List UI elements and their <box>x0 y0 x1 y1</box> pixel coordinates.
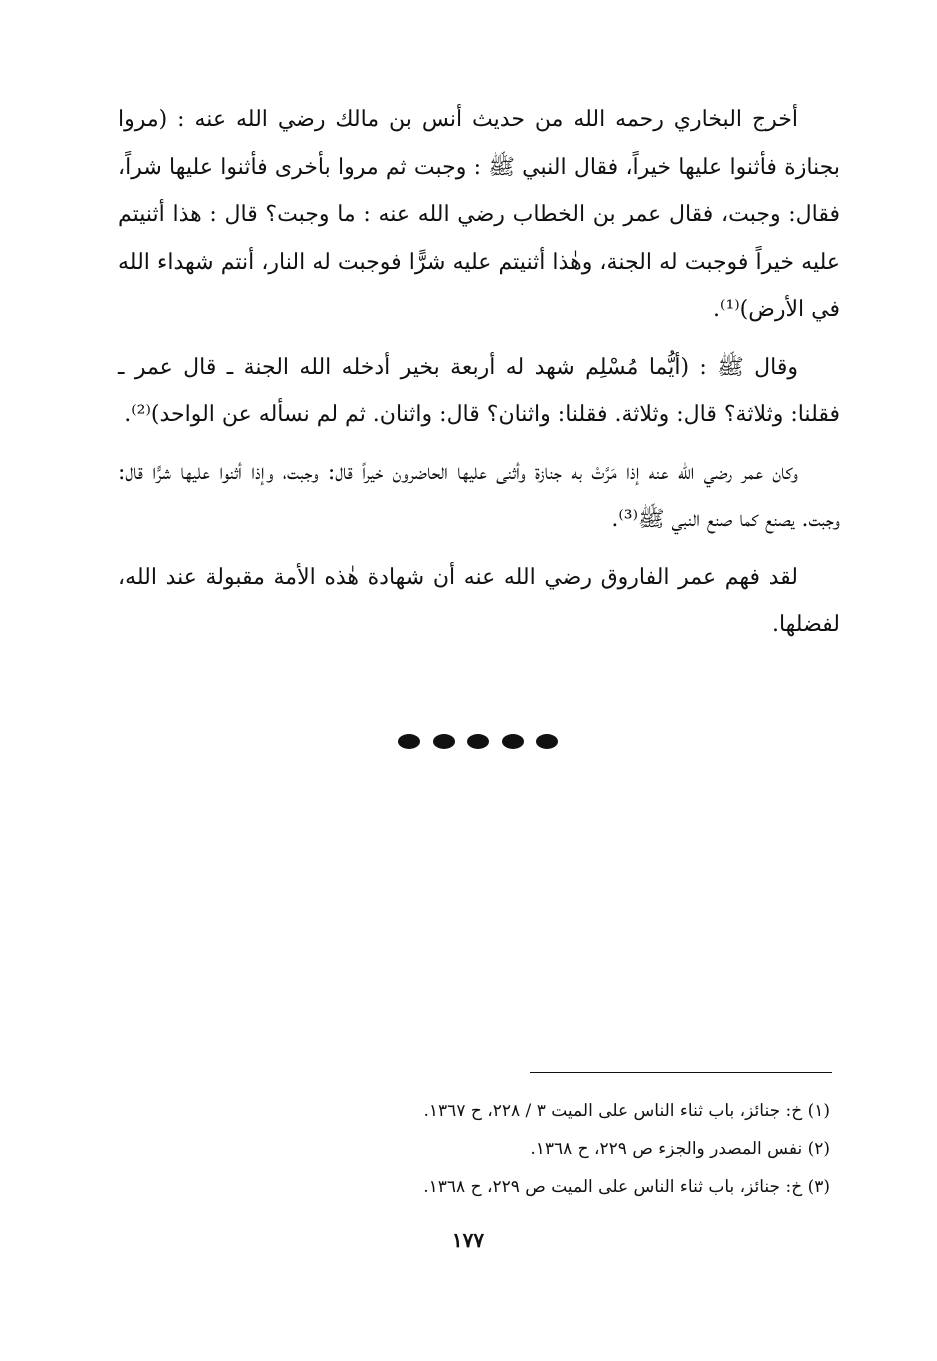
divider-dot-icon <box>398 734 420 749</box>
footnotes <box>230 1092 830 1206</box>
paragraph-hadith-bukhari: أخرج البخاري رحمه الله من حديث أنس بن مالك رضي الله عنه : (مروا بجنازة فأثنوا عليها خيراً، فقال النبي ﷺ : وجبت ثم مروا بأخرى فأثنوا عليها شراً، فقال: وجبت، فقال عمر بن الخطاب رضي الله عنه : ما وجبت؟ قال : هذا أثنيتم عليه خيراً فوجبت له الجنة، وهٰذا أثنيتم عليه شرًّا فوجبت له النار، أنتم شهداء الله في الأرض)⁽¹⁾. <box>118 107 840 322</box>
paragraph-hadith-four-witnesses: وقال ﷺ : (أيُّما مُسْلِم شهد له أربعة بخير أدخله الله الجنة ـ قال عمر ـ فقلنا: وثلاثة؟ قال: وثلاثة. فقلنا: واثنان؟ قال: واثنان. ثم لم نسأله عن الواحد)⁽²⁾. <box>118 354 840 427</box>
main-text <box>118 96 840 659</box>
divider-dot-icon <box>433 734 455 749</box>
footnote-3: (٣) خ: جنائز، باب ثناء الناس على الميت ص ٢٢٩، ح ١٣٦٨. <box>423 1177 830 1197</box>
section-divider <box>398 730 558 752</box>
footnote-1: (١) خ: جنائز، باب ثناء الناس على الميت ٣ / ٢٢٨، ح ١٣٦٧. <box>423 1101 830 1121</box>
divider-dot-icon <box>536 734 558 749</box>
paragraph-conclusion: لقد فهم عمر الفاروق رضي الله عنه أن شهادة هٰذه الأمة مقبولة عند الله، لفضلها. <box>118 564 840 637</box>
footnote-rule <box>530 1072 832 1073</box>
page-number: ١٧٧ <box>451 1228 485 1252</box>
divider-dot-icon <box>502 734 524 749</box>
divider-dot-icon <box>467 734 489 749</box>
paragraph-umar-practice: وكان عمر رضي الله عنه إذا مَرَّتْ به جنازة وأثنى عليها الحاضرون خيراً قال: وجبت، وإذا أثنوا عليها شرًّا قال: وجبت. يصنع كما صنع النبي ﷺ⁽³⁾. <box>118 459 840 532</box>
footnote-2: (٢) نفس المصدر والجزء ص ٢٢٩، ح ١٣٦٨. <box>530 1139 830 1159</box>
